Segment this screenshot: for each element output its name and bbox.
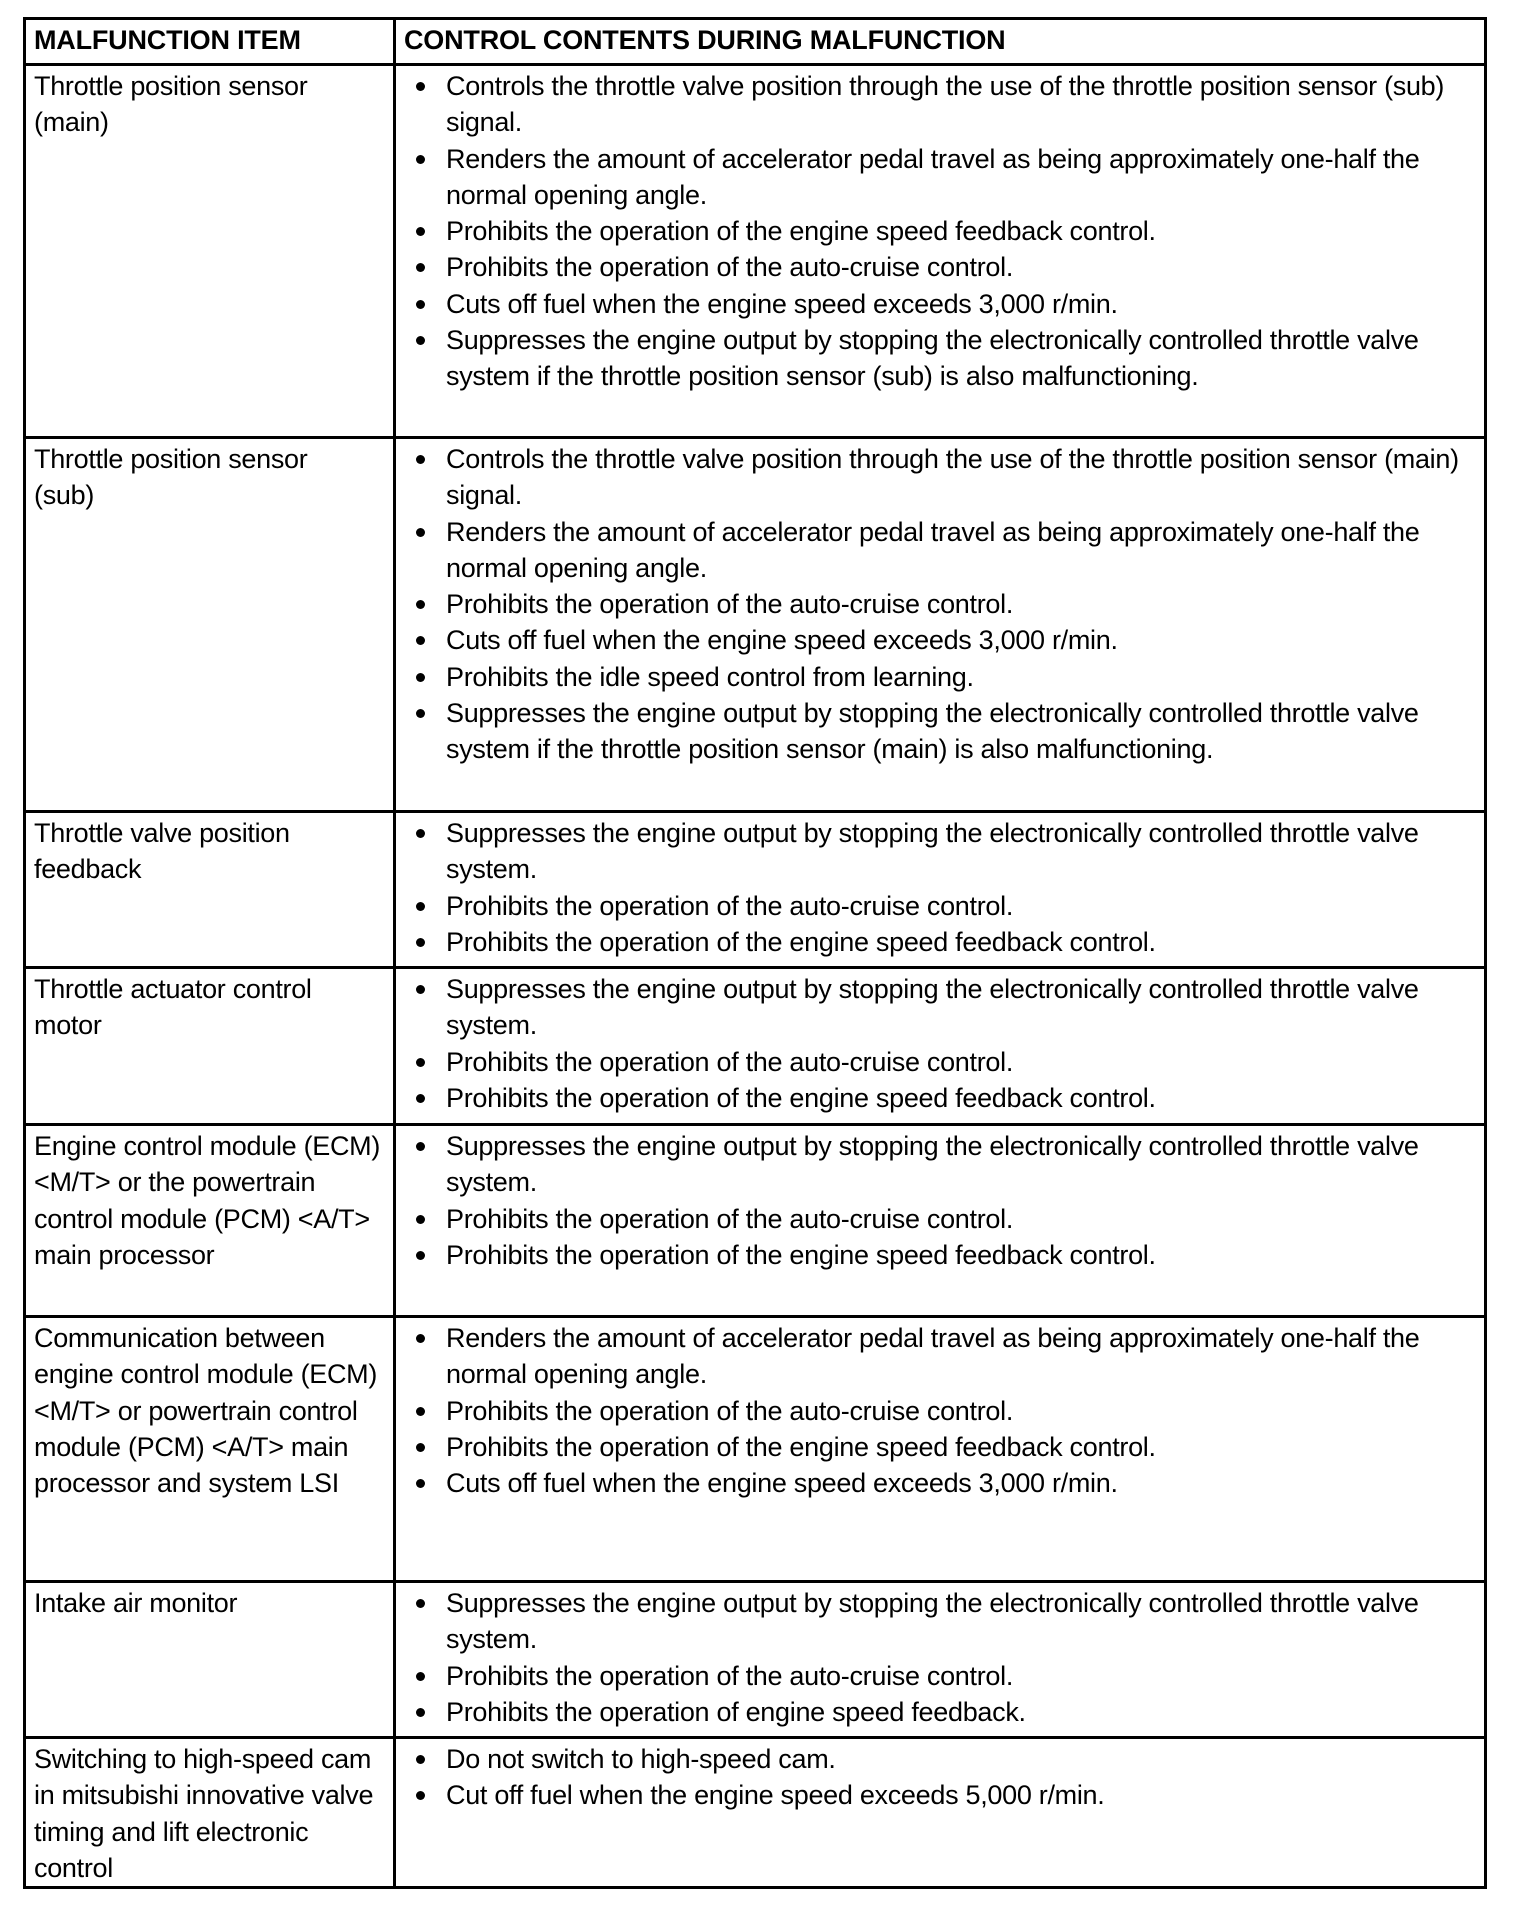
control-item xyxy=(404,622,1476,658)
header-malfunction-item: MALFUNCTION ITEM xyxy=(25,19,395,65)
control-item xyxy=(404,1044,1476,1080)
bullet-icon xyxy=(416,938,425,947)
control-item xyxy=(404,1694,1476,1730)
bullet-icon xyxy=(416,1094,425,1103)
control-text: Renders the amount of accelerator pedal travel as being approximately one-half the normal opening angle. xyxy=(446,1323,1420,1390)
control-text: Prohibits the operation of the auto-cruise control. xyxy=(446,890,1014,921)
bullet-icon xyxy=(416,673,425,682)
control-item xyxy=(404,322,1476,395)
control-item xyxy=(404,1393,1476,1429)
control-list xyxy=(404,441,1476,768)
control-list xyxy=(404,1320,1476,1501)
table-header-row xyxy=(25,19,1486,65)
control-item xyxy=(404,68,1476,141)
control-item xyxy=(404,1201,1476,1237)
control-text: Prohibits the operation of the auto-cruise control. xyxy=(446,1046,1014,1077)
malfunction-item-cell xyxy=(25,812,395,968)
control-item xyxy=(404,1320,1476,1393)
control-item xyxy=(404,1237,1476,1273)
control-text: Cut off fuel when the engine speed exceeds 5,000 r/min. xyxy=(446,1780,1105,1811)
bullet-icon xyxy=(416,263,425,272)
malfunction-item-cell xyxy=(25,1125,395,1317)
table-row xyxy=(25,1317,1486,1582)
control-contents-cell xyxy=(395,812,1486,968)
control-item xyxy=(404,514,1476,587)
malfunction-item-cell xyxy=(25,968,395,1125)
control-item xyxy=(404,286,1476,322)
control-text: Prohibits the operation of the engine speed feedback control. xyxy=(446,216,1156,247)
malfunction-item-text: Throttle position sensor (sub) xyxy=(34,444,308,511)
malfunction-item-text: Intake air monitor xyxy=(34,1588,238,1618)
bullet-icon xyxy=(416,1479,425,1488)
malfunction-item-cell xyxy=(25,438,395,812)
bullet-icon xyxy=(416,455,425,464)
bullet-icon xyxy=(416,528,425,537)
control-item xyxy=(404,659,1476,695)
control-list xyxy=(404,68,1476,395)
malfunction-item-cell xyxy=(25,1317,395,1582)
control-item xyxy=(404,1429,1476,1465)
control-text: Suppresses the engine output by stopping the electronically controlled throttle valve system. xyxy=(446,818,1419,885)
control-text: Prohibits the operation of the engine speed feedback control. xyxy=(446,1082,1156,1113)
control-text: Prohibits the idle speed control from learning. xyxy=(446,661,974,692)
table-row xyxy=(25,65,1486,438)
bullet-icon xyxy=(416,155,425,164)
control-item xyxy=(404,1741,1476,1777)
control-text: Prohibits the operation of the auto-cruise control. xyxy=(446,1660,1014,1691)
control-text: Suppresses the engine output by stopping the electronically controlled throttle valve system if the throttle position sensor (main) is also malfunctioning. xyxy=(446,698,1419,765)
control-item xyxy=(404,586,1476,622)
control-text: Cuts off fuel when the engine speed exceeds 3,000 r/min. xyxy=(446,1468,1118,1499)
table-row xyxy=(25,1125,1486,1317)
control-text: Do not switch to high-speed cam. xyxy=(446,1744,836,1774)
control-text: Prohibits the operation of the auto-cruise control. xyxy=(446,252,1014,283)
control-item xyxy=(404,249,1476,285)
table-row xyxy=(25,1738,1486,1888)
bullet-icon xyxy=(416,1407,425,1416)
bullet-icon xyxy=(416,1599,425,1608)
control-item xyxy=(404,924,1476,960)
control-item xyxy=(404,1658,1476,1694)
bullet-icon xyxy=(416,300,425,309)
control-contents-cell xyxy=(395,968,1486,1125)
malfunction-item-text: Communication between engine control module (ECM) <M/T> or powertrain control module (PCM) <A/T> main processor and system LSI xyxy=(34,1323,378,1499)
control-item xyxy=(404,1777,1476,1813)
table-row xyxy=(25,968,1486,1125)
control-contents-cell xyxy=(395,65,1486,438)
control-text: Suppresses the engine output by stopping the electronically controlled throttle valve system. xyxy=(446,1588,1419,1655)
control-contents-cell xyxy=(395,1738,1486,1888)
control-text: Controls the throttle valve position through the use of the throttle position sensor (main) signal. xyxy=(446,444,1459,511)
bullet-icon xyxy=(416,82,425,91)
bullet-icon xyxy=(416,829,425,838)
control-contents-cell xyxy=(395,438,1486,812)
control-item xyxy=(404,1080,1476,1116)
control-text: Prohibits the operation of the engine speed feedback control. xyxy=(446,1431,1156,1462)
table-row xyxy=(25,438,1486,812)
table-row xyxy=(25,812,1486,968)
malfunction-item-text: Throttle position sensor (main) xyxy=(34,71,308,138)
malfunction-item-cell xyxy=(25,65,395,438)
bullet-icon xyxy=(416,1708,425,1717)
malfunction-item-text: Throttle actuator control motor xyxy=(34,974,312,1041)
control-contents-cell xyxy=(395,1582,1486,1738)
control-item xyxy=(404,695,1476,768)
control-list xyxy=(404,815,1476,960)
control-text: Controls the throttle valve position through the use of the throttle position sensor (sub) signal. xyxy=(446,71,1445,138)
bullet-icon xyxy=(416,1443,425,1452)
malfunction-control-table xyxy=(23,17,1487,1889)
malfunction-item-cell xyxy=(25,1738,395,1888)
bullet-icon xyxy=(416,1251,425,1260)
header-control-contents: CONTROL CONTENTS DURING MALFUNCTION xyxy=(395,19,1486,65)
control-list xyxy=(404,1741,1476,1814)
bullet-icon xyxy=(416,600,425,609)
malfunction-item-cell xyxy=(25,1582,395,1738)
control-item xyxy=(404,815,1476,888)
bullet-icon xyxy=(416,1142,425,1151)
control-list xyxy=(404,1128,1476,1273)
control-list xyxy=(404,1585,1476,1730)
control-text: Prohibits the operation of the engine speed feedback control. xyxy=(446,1239,1156,1270)
control-item xyxy=(404,213,1476,249)
control-item xyxy=(404,888,1476,924)
control-text: Renders the amount of accelerator pedal travel as being approximately one-half the normal opening angle. xyxy=(446,143,1420,210)
bullet-icon xyxy=(416,1058,425,1067)
control-text: Suppresses the engine output by stopping the electronically controlled throttle valve system. xyxy=(446,1131,1419,1198)
control-contents-cell xyxy=(395,1317,1486,1582)
control-text: Cuts off fuel when the engine speed exceeds 3,000 r/min. xyxy=(446,288,1118,319)
bullet-icon xyxy=(416,902,425,911)
control-text: Suppresses the engine output by stopping the electronically controlled throttle valve system. xyxy=(446,974,1419,1041)
control-contents-cell xyxy=(395,1125,1486,1317)
bullet-icon xyxy=(416,227,425,236)
malfunction-item-text: Switching to high-speed cam in mitsubishi innovative valve timing and lift electronic control xyxy=(34,1744,374,1883)
control-item xyxy=(404,1465,1476,1501)
control-item xyxy=(404,441,1476,514)
control-text: Suppresses the engine output by stopping the electronically controlled throttle valve system if the throttle position sensor (sub) is also malfunctioning. xyxy=(446,325,1419,392)
bullet-icon xyxy=(416,1791,425,1800)
malfunction-item-text: Throttle valve position feedback xyxy=(34,818,290,885)
control-item xyxy=(404,971,1476,1044)
bullet-icon xyxy=(416,1215,425,1224)
bullet-icon xyxy=(416,636,425,645)
control-text: Prohibits the operation of the engine speed feedback control. xyxy=(446,926,1156,957)
control-item xyxy=(404,1128,1476,1201)
bullet-icon xyxy=(416,1672,425,1681)
control-item xyxy=(404,141,1476,214)
control-text: Renders the amount of accelerator pedal travel as being approximately one-half the normal opening angle. xyxy=(446,516,1420,583)
bullet-icon xyxy=(416,1334,425,1343)
control-text: Prohibits the operation of engine speed feedback. xyxy=(446,1696,1026,1727)
control-text: Cuts off fuel when the engine speed exceeds 3,000 r/min. xyxy=(446,625,1118,656)
control-list xyxy=(404,971,1476,1116)
bullet-icon xyxy=(416,1755,425,1764)
table-row xyxy=(25,1582,1486,1738)
control-text: Prohibits the operation of the auto-cruise control. xyxy=(446,1395,1014,1426)
control-item xyxy=(404,1585,1476,1658)
bullet-icon xyxy=(416,709,425,718)
bullet-icon xyxy=(416,985,425,994)
control-text: Prohibits the operation of the auto-cruise control. xyxy=(446,1203,1014,1234)
malfunction-item-text: Engine control module (ECM) <M/T> or the powertrain control module (PCM) <A/T> main processor xyxy=(34,1131,381,1270)
bullet-icon xyxy=(416,336,425,345)
control-text: Prohibits the operation of the auto-cruise control. xyxy=(446,589,1014,620)
